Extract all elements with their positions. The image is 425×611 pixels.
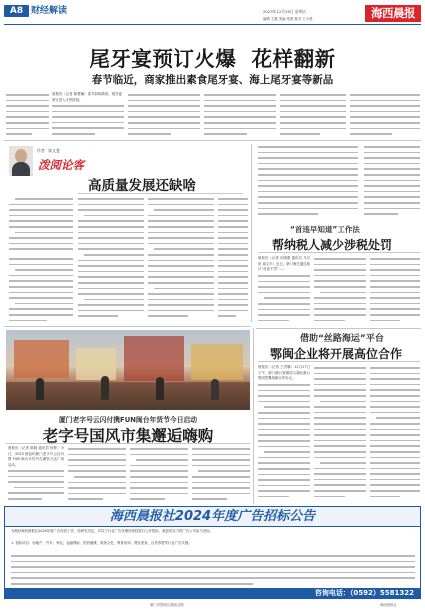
ad-fields: 1. 招标项目：房地产、汽车、家电、金融保险、医药健康、旅游文化、教育培训、餐饮美食、百货零售等行业广告代理。 <box>11 541 192 545</box>
mid-text-col-4 <box>192 446 250 502</box>
columnist-portrait <box>9 146 33 176</box>
ad-description: 为做好海西晨报社2024年度广告经营工作，经研究决定，对以下行业广告代理经营权进行公开招标，欢迎有实力的广告公司参与竞标。 <box>11 529 213 533</box>
column-text-col-1 <box>9 196 73 256</box>
lead-text-col-5 <box>350 92 420 137</box>
ad-terms <box>11 553 415 587</box>
lead-text-col-3 <box>204 92 276 137</box>
page-number: A8 <box>9 6 24 16</box>
ad-contact-bar <box>5 588 420 598</box>
column-author: 作者：陈文斐 <box>37 148 60 153</box>
mid-text-col-1 <box>8 468 64 502</box>
silk-byline: 晨报讯（记者 王君琳）12月27日下午，厦门港口管理局与湖北港口集团签署战略合作协议。 <box>258 365 310 381</box>
silk-kicker: 借助“丝路海运”平台 <box>300 334 384 344</box>
section-title: 财经解读 <box>31 6 68 16</box>
mid-headline-main: 老字号国风市集邂逅嗨购 <box>42 427 214 445</box>
lead-bottom-rule <box>4 140 421 141</box>
column-title: 高质量发展还缺啥 <box>88 178 196 194</box>
mid-photo <box>6 330 250 410</box>
mid-text-col-3 <box>130 446 188 502</box>
silk-headline: 鄂闽企业将开展高位合作 <box>270 347 403 361</box>
invoice-text-col-1 <box>258 273 310 325</box>
ad-box <box>4 506 421 599</box>
header-rule <box>4 24 421 25</box>
footer-bar <box>0 601 425 611</box>
ad-title-bar <box>5 507 420 527</box>
lead-byline: 晨报讯（记者 陈慧楠）春节韵味渐浓，尾牙宴预订进入火热阶段。 <box>52 92 122 102</box>
silk-top-rule <box>256 328 421 329</box>
column-text-col-2 <box>78 196 144 322</box>
ad-contact <box>315 588 414 598</box>
brand-logo <box>365 5 421 22</box>
silk-text-col-1 <box>258 382 310 502</box>
invoice-text-col-3 <box>370 256 420 326</box>
page-number-badge <box>4 5 29 17</box>
date-line: 2023年12月29日 星期五 <box>263 9 307 14</box>
mid-byline: 晨报讯（记者 陈晓 通讯员 杨梦）今日，2023 鼓浪屿厦门老字号云闪付携 FUN 闽台年货节在湖里万达广场启动。 <box>8 446 64 467</box>
invoice-upper-text <box>364 144 420 219</box>
invoice-byline: 晨报讯（记者 应晓蕾 通讯员 马川 彭 周文平）近日，厦门海关通过推行“首违不罚”…… <box>258 256 310 272</box>
column-text-col-3 <box>148 196 214 322</box>
column-name: 泼阅论客 <box>38 158 84 172</box>
brand-name: 海西晨报 <box>371 6 415 20</box>
silk-text-col-2 <box>314 365 366 502</box>
invoice-title-rule <box>258 252 420 253</box>
silk-title-rule <box>258 361 420 362</box>
lead-right-upper <box>258 144 358 219</box>
lead-text-left <box>6 92 49 137</box>
page-header <box>0 0 425 44</box>
column-title-rule <box>78 193 243 194</box>
editor-line: 编辑 王磊 美编 郑燕 校对 王小燕 <box>263 17 313 21</box>
mid-title-rule <box>6 443 250 444</box>
lead-text-col-1 <box>52 103 124 138</box>
silk-text-col-3 <box>370 365 420 502</box>
mid-text-col-2 <box>68 446 126 502</box>
footer-left: 厦门市思明区湖滨北路 <box>150 603 184 607</box>
invoice-kicker: “首违早知道”工作法 <box>290 225 360 234</box>
lead-text-col-4 <box>280 92 346 137</box>
ad-phone: （0592）5581322 <box>349 589 414 597</box>
column-vertical-divider <box>251 144 252 322</box>
invoice-headline: 帮纳税人减少涉税处罚 <box>272 238 393 252</box>
lead-text-col-2 <box>128 92 200 137</box>
column-text-col-4 <box>218 196 248 322</box>
invoice-text-col-2 <box>314 256 366 326</box>
mid-headline-top: 厦门老字号云闪付携FUN闽台年货节今日启动 <box>58 416 198 424</box>
mid-right-divider <box>253 328 254 504</box>
footer-right: 海西晨报社 <box>380 603 397 607</box>
lead-headline: 尾牙宴预订火爆 花样翻新 <box>89 47 336 71</box>
column-text-col-1b <box>9 256 73 322</box>
ad-title: 海西晨报社2024年度广告招标公告 <box>109 509 316 524</box>
lead-subtitle: 春节临近，商家推出素食尾牙宴、海上尾牙宴等新品 <box>91 74 334 86</box>
ad-contact-label: 咨询电话： <box>314 589 350 597</box>
mid-top-rule <box>4 326 251 327</box>
